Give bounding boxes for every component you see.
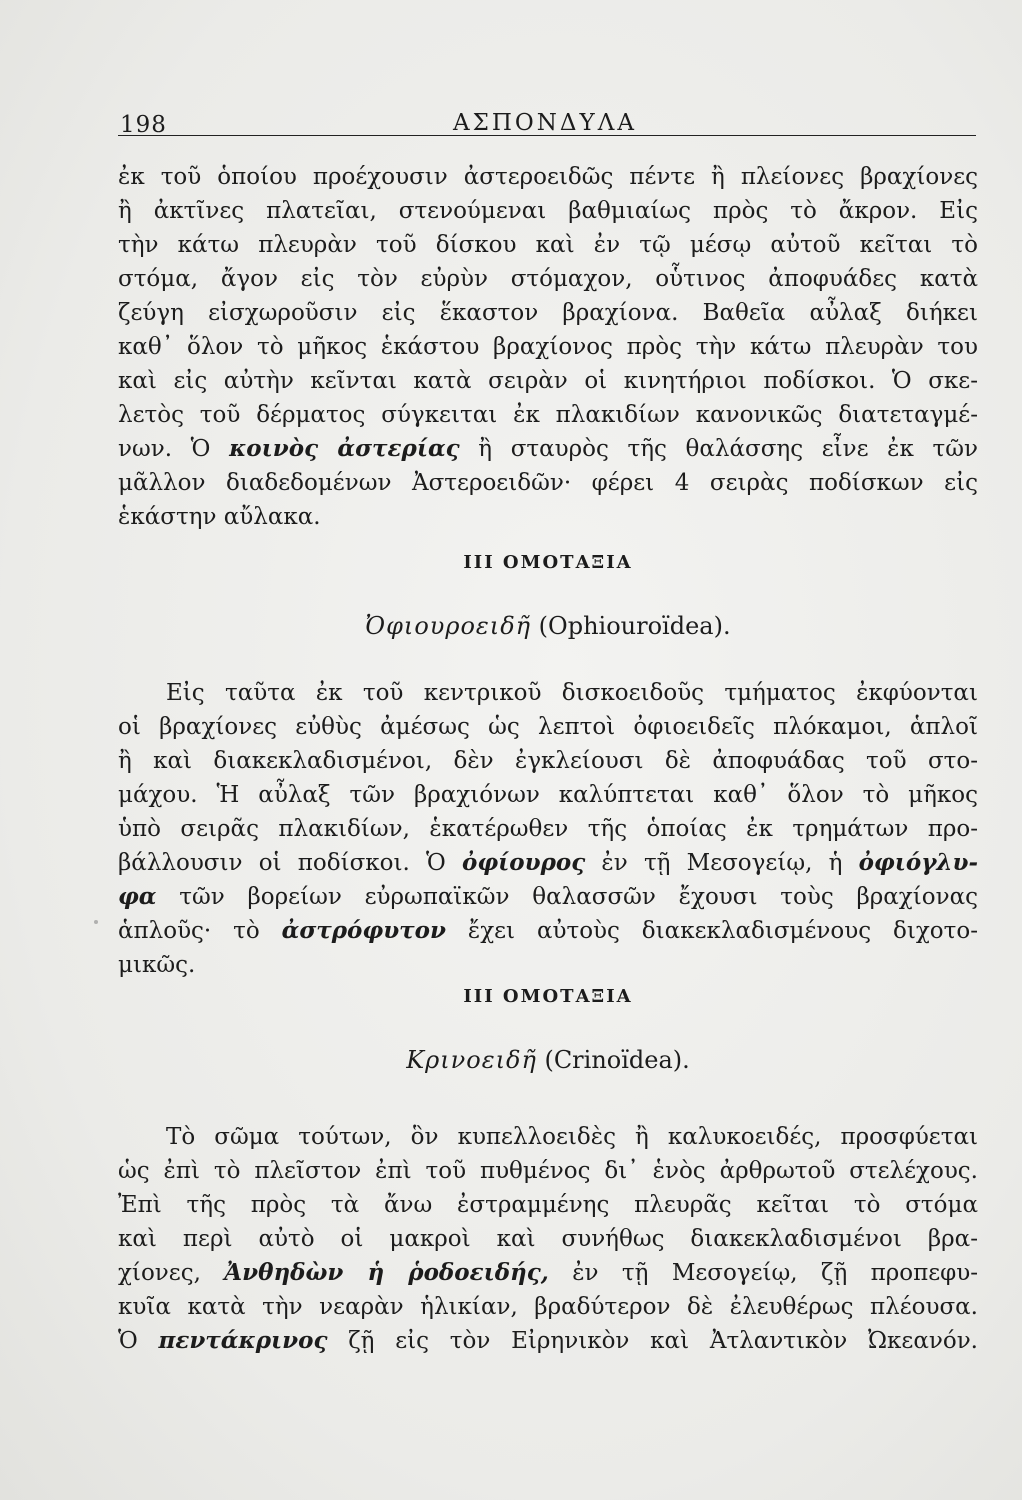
species-name: φα (118, 883, 157, 910)
subheading-crinoidea (118, 1046, 978, 1074)
crinoidea-paragraph (118, 1120, 978, 1358)
text-line (118, 880, 978, 914)
text-span: νων. Ὁ (118, 436, 230, 462)
species-name: κοινὸς ἀστερίας (229, 435, 460, 462)
text-span: τῶν βορείων εὐρωπαϊκῶν θαλασσῶν ἔχουσι τοὺς βραχίονας (156, 884, 978, 910)
species-name: Ἀνθηδὼν ἡ ῥοδοειδής, (224, 1259, 549, 1286)
text-span: ἐν τῇ Μεσογείῳ, ἡ (585, 850, 859, 876)
text-line: λετὸς τοῦ δέρματος σύγκειται ἐκ πλακιδίων κανονικῶς διατεταγμέ- (118, 402, 978, 428)
text-line: καὶ περὶ αὐτὸ οἱ μακροὶ καὶ συνήθως διακεκλαδισμένοι βρα- (118, 1226, 978, 1252)
asteroidea-paragraph (118, 160, 978, 534)
text-line (118, 1256, 978, 1290)
text-line: στόμα, ἄγον εἰς τὸν εὐρὺν στόμαχον, οὗτινος ἀποφυάδες κατὰ (118, 266, 978, 292)
text-line: οἱ βραχίονες εὐθὺς ἀμέσως ὡς λεπτοὶ ὀφιοειδεῖς πλόκαμοι, ἁπλοῖ (118, 714, 978, 740)
text-span: Ὁ (118, 1328, 159, 1354)
page-header (118, 108, 976, 138)
text-span: ἐν τῇ Μεσογείῳ, ζῇ προπεφυ- (548, 1260, 979, 1286)
greek-taxon-name: Ὀφιουροειδῆ (365, 612, 532, 640)
latin-taxon-name: (Crinoïdea). (536, 1046, 690, 1074)
text-span: ζῇ εἰς τὸν Εἰρηνικὸν καὶ Ἀτλαντικὸν Ὠκεανόν. (327, 1328, 978, 1354)
greek-taxon-name: Κρινοειδῆ (406, 1046, 537, 1074)
text-line (118, 1324, 978, 1358)
text-span: ἔχει αὐτοὺς διακεκλαδισμένους διχοτο- (445, 918, 978, 944)
class-heading-crinoidea: ΙΙΙ ΟΜΟΤΑΞΙΑ (463, 986, 633, 1007)
text-line: μικῶς. (118, 952, 196, 978)
text-line: τὴν κάτω πλευρὰν τοῦ δίσκου καὶ ἐν τῷ μέσῳ αὐτοῦ κεῖται τὸ (118, 232, 978, 258)
species-name: πεντάκρινος (158, 1327, 328, 1354)
text-span: ἁπλοῦς· τὸ (118, 918, 282, 944)
text-span: ἢ σταυρὸς τῆς θαλάσσης εἶνε ἐκ τῶν (459, 436, 978, 462)
species-name: ὀφιόγλυ- (858, 849, 979, 876)
text-span: χίονες, (118, 1260, 225, 1286)
latin-taxon-name: (Ophiouroïdea). (531, 612, 731, 640)
text-line: κυῖα κατὰ τὴν νεαρὰν ἡλικίαν, βραδύτερον δὲ ἐλευθέρως πλέουσα. (118, 1294, 978, 1320)
text-line: ζεύγη εἰσχωροῦσιν εἰς ἕκαστον βραχίονα. Βαθεῖα αὖλαξ διήκει (118, 300, 978, 326)
text-line: μάχου. Ἡ αὖλαξ τῶν βραχιόνων καλύπτεται καθ᾽ ὅλον τὸ μῆκος (118, 782, 978, 808)
text-line: ἢ καὶ διακεκλαδισμένοι, δὲν ἐγκλείουσι δὲ ἀποφυάδας τοῦ στο- (118, 748, 978, 774)
text-line: ὡς ἐπὶ τὸ πλεῖστον ἐπὶ τοῦ πυθμένος δι᾽ ἑνὸς ἀρθρωτοῦ στελέχους. (118, 1158, 978, 1184)
text-line: Εἰς ταῦτα ἐκ τοῦ κεντρικοῦ δισκοειδοῦς τμήματος ἐκφύονται (166, 680, 978, 706)
text-line: Ἐπὶ τῆς πρὸς τὰ ἄνω ἐστραμμένης πλευρᾶς κεῖται τὸ στόμα (118, 1192, 978, 1218)
ophiuroidea-paragraph (118, 676, 978, 982)
text-line: μᾶλλον διαδεδομένων Ἀστεροειδῶν· φέρει 4 σειρὰς ποδίσκων εἰς (118, 470, 978, 496)
text-line (118, 432, 978, 466)
species-name: ἀστρόφυτον (281, 917, 446, 944)
text-line (118, 846, 978, 880)
header-rule (118, 135, 976, 136)
class-heading-ophiuroidea: ΙΙΙ ΟΜΟΤΑΞΙΑ (463, 552, 633, 573)
paper-speck (94, 920, 98, 924)
species-name: ὀφίουρος (462, 849, 586, 876)
text-line: Τὸ σῶμα τούτων, ὃν κυπελλοειδὲς ἢ καλυκοειδές, προσφύεται (166, 1124, 978, 1150)
text-line: ἐκ τοῦ ὁποίου προέχουσιν ἀστεροειδῶς πέντε ἢ πλείονες βραχίονες (118, 164, 978, 190)
text-line: ὑπὸ σειρᾶς πλακιδίων, ἑκατέρωθεν τῆς ὁποίας ἐκ τρημάτων προ- (118, 816, 978, 842)
text-line (118, 914, 978, 948)
running-title: ΑΣΠΟΝΔΥΛΑ (453, 110, 637, 136)
text-line: καθ᾽ ὅλον τὸ μῆκος ἑκάστου βραχίονος πρὸς τὴν κάτω πλευρὰν του (118, 334, 978, 360)
text-line: καὶ εἰς αὐτὴν κεῖνται κατὰ σειρὰν οἱ κινητήριοι ποδίσκοι. Ὁ σκε- (118, 368, 978, 394)
text-line: ἢ ἀκτῖνες πλατεῖαι, στενούμεναι βαθμιαίως πρὸς τὸ ἄκρον. Εἰς (118, 198, 978, 224)
page-number: 198 (120, 112, 167, 138)
subheading-ophiuroidea (118, 612, 978, 640)
text-span: βάλλουσιν οἱ ποδίσκοι. Ὁ (118, 850, 462, 876)
text-line: ἑκάστην αὔλακα. (118, 504, 321, 530)
